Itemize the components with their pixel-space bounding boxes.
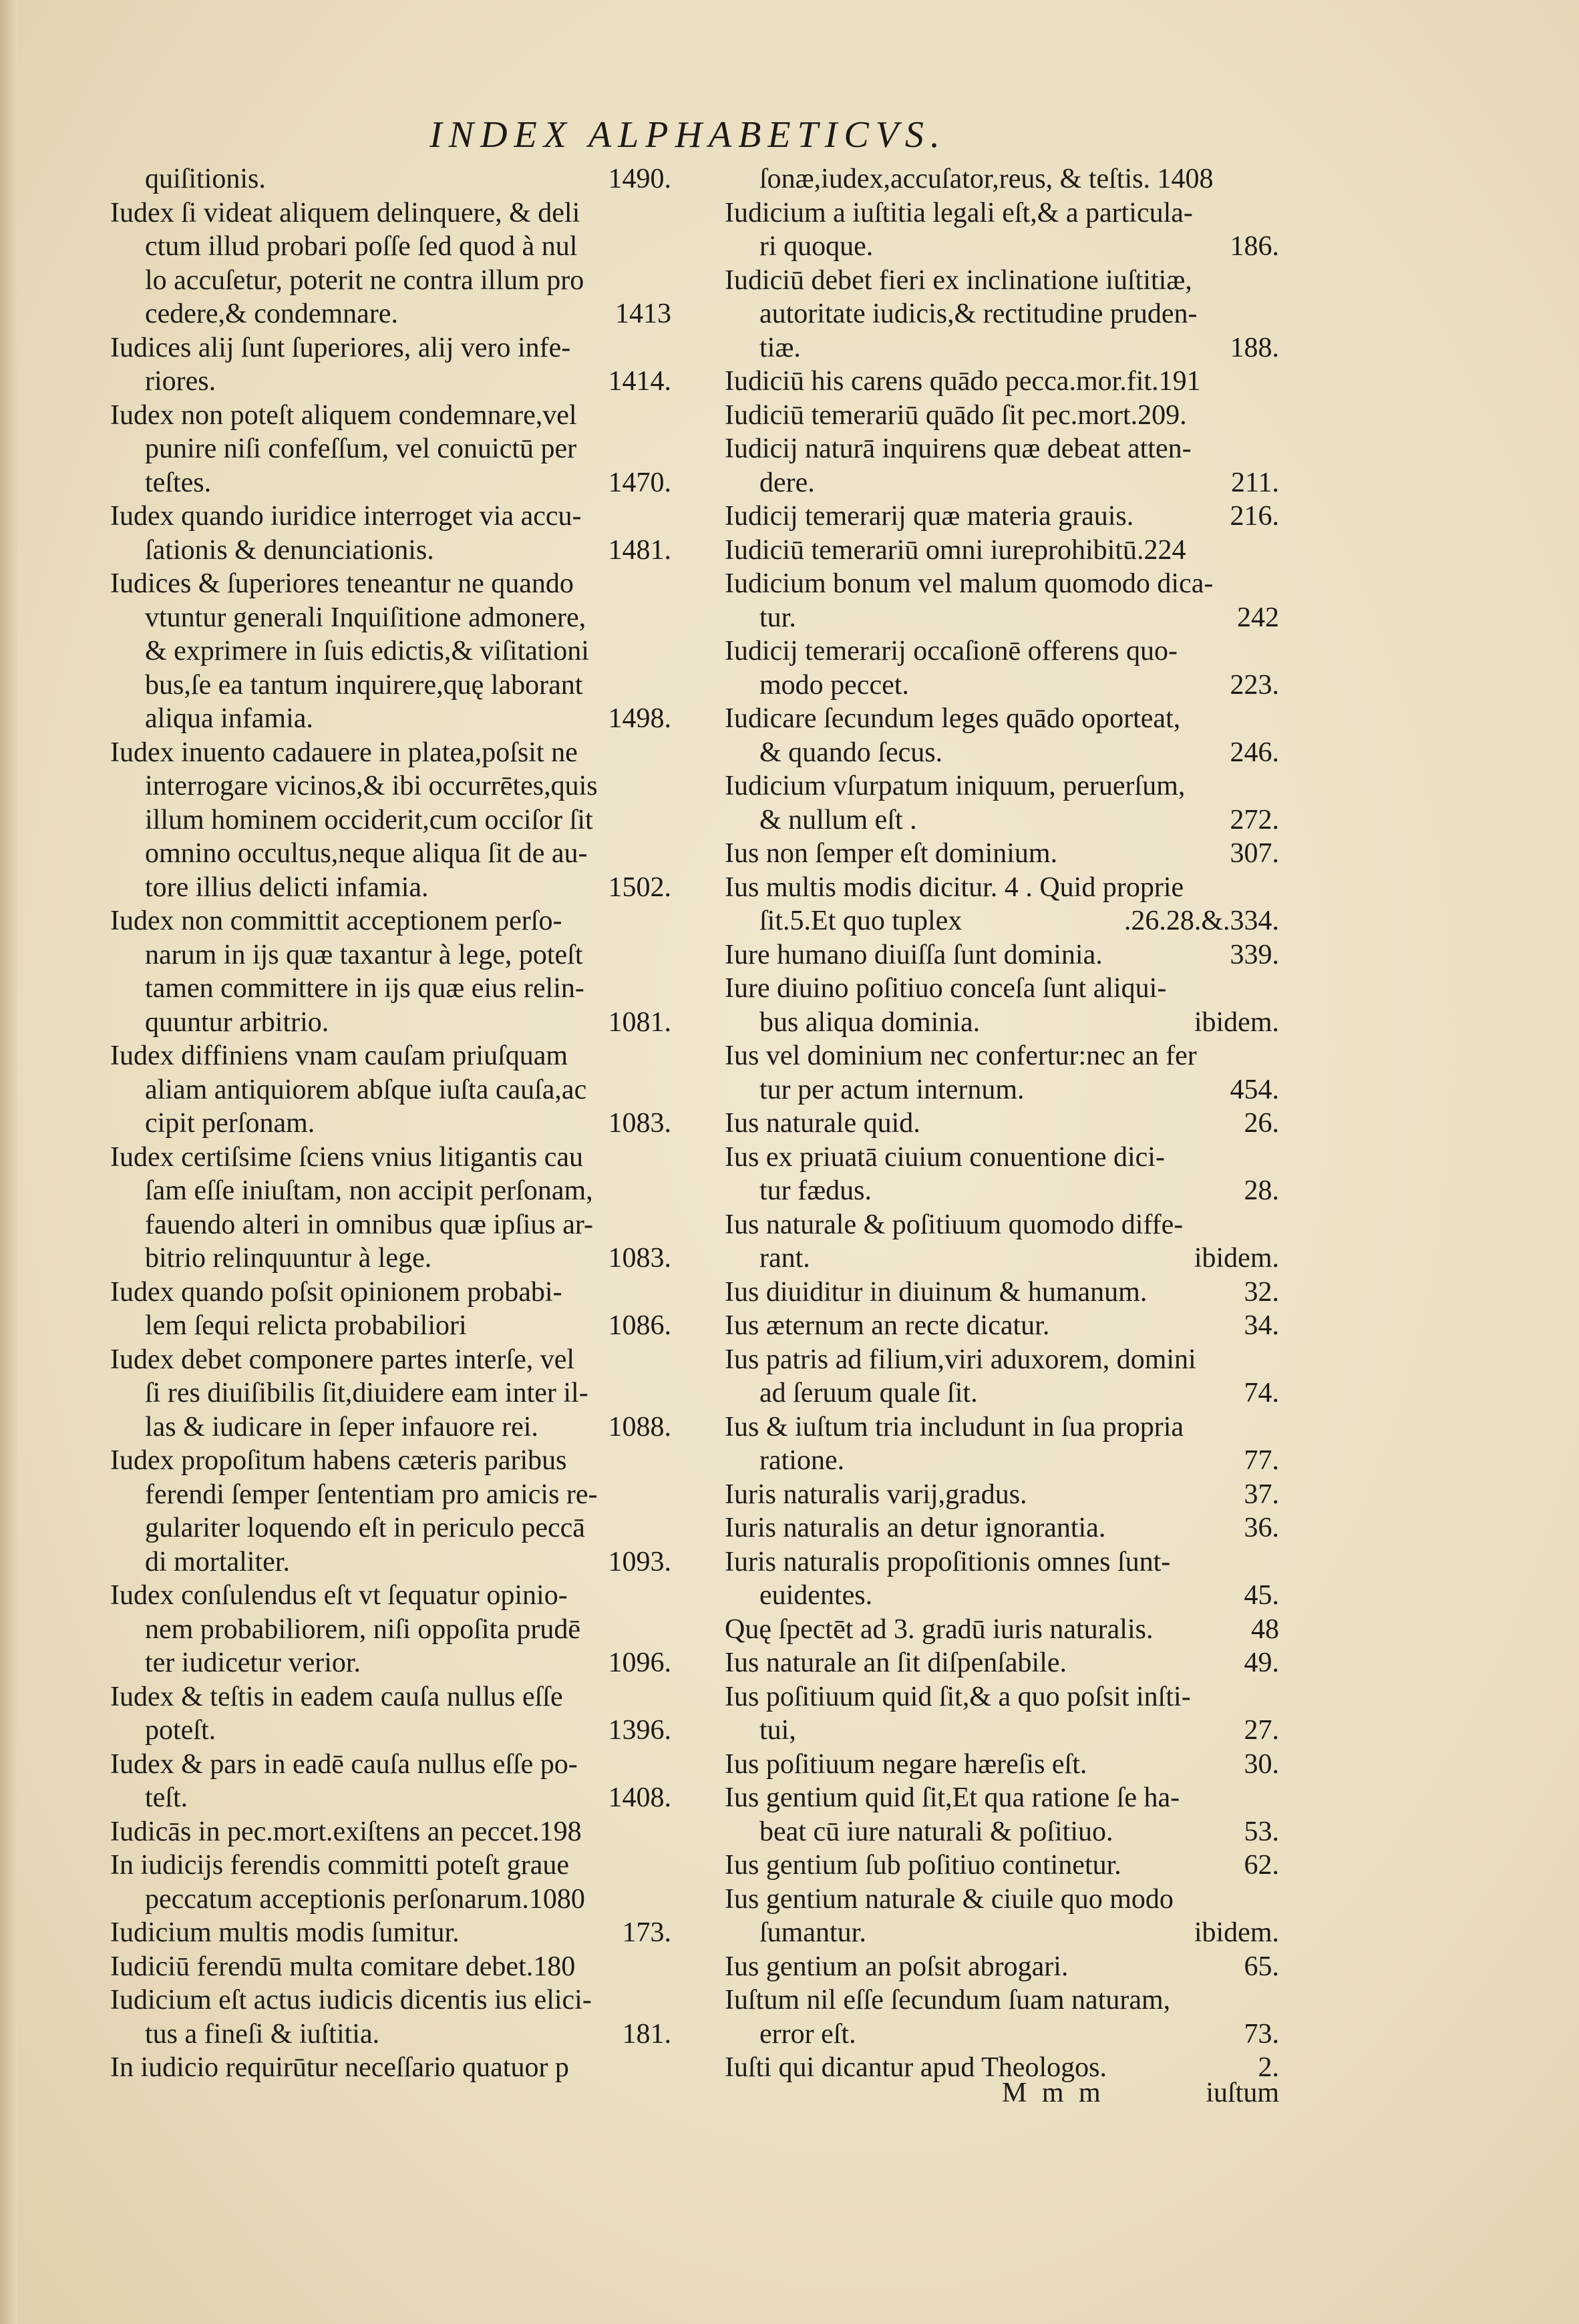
index-entry-text: tore illius delicti infamia. <box>145 872 429 903</box>
index-column-left <box>110 162 671 2085</box>
index-entry-reference: 30. <box>1244 1748 1279 1780</box>
index-entry-text: & nullum eſt . <box>759 804 917 835</box>
index-entry-text: ſam eſſe iniuſtam, non accipit perſonam, <box>145 1175 593 1206</box>
index-line <box>110 904 671 938</box>
index-entry-reference: 45. <box>1244 1580 1279 1611</box>
index-line <box>725 264 1279 298</box>
index-entry-reference: 339. <box>1230 939 1279 970</box>
index-entry-reference: .26.28.&.334. <box>1123 906 1279 936</box>
index-entry-text: teſtes. <box>145 467 212 498</box>
index-entry-text: Ius poſitiuum quid ſit,& a quo poſsit inſti- <box>725 1681 1191 1712</box>
page-header: INDEX ALPHABETICVS. <box>429 114 946 156</box>
index-entry-reference: 242 <box>1237 602 1279 633</box>
index-entry-reference: 307. <box>1230 838 1279 869</box>
index-entry-text: Ius gentium ſub poſitiuo continetur. <box>725 1850 1121 1881</box>
index-line <box>110 500 671 534</box>
index-entry-reference: 37. <box>1244 1479 1279 1510</box>
index-entry-reference: 53. <box>1244 1816 1279 1847</box>
index-entry-text: Ius & iuſtum tria includunt in ſua propria <box>725 1411 1184 1442</box>
index-entry-text: ſumantur. <box>759 1917 866 1948</box>
index-entry-text: teſt. <box>145 1782 188 1813</box>
index-line <box>110 365 671 399</box>
index-entry-reference: 62. <box>1244 1850 1279 1881</box>
index-line <box>725 1039 1279 1073</box>
index-entry-reference: 48 <box>1251 1613 1279 1645</box>
index-entry-text: ctum illud probari poſſe ſed quod à nul <box>145 231 578 262</box>
index-line <box>725 938 1279 972</box>
index-entry-text: Iudex conſulendus eſt vt ſequatur opinio- <box>110 1580 568 1611</box>
index-entry-reference: 216. <box>1230 501 1279 532</box>
index-entry-reference: 1083. <box>608 1108 671 1139</box>
index-line <box>110 1073 671 1107</box>
index-line <box>725 1983 1279 2017</box>
index-entry-text: ad ſeruum quale ſit. <box>759 1378 978 1408</box>
index-entry-text: illum hominem occiderit,cum occiſor ſit <box>145 804 593 835</box>
index-entry-text: Iudex quando poſsit opinionem probabi- <box>110 1276 562 1308</box>
index-entry-reference: 28. <box>1244 1175 1279 1206</box>
index-entry-text: beat cū iure naturali & poſitiuo. <box>759 1816 1113 1847</box>
index-entry-reference: 65. <box>1244 1951 1279 1982</box>
index-line <box>725 634 1279 668</box>
index-entry-text: Iudex & pars in eadē cauſa nullus eſſe po- <box>110 1748 578 1780</box>
index-line <box>110 938 671 972</box>
index-entry-reference: 211. <box>1231 467 1279 498</box>
index-entry-text: tamen committere in ijs quæ eius relin- <box>145 973 584 1004</box>
index-entry-text: error eſt. <box>759 2018 856 2050</box>
catchword: iuſtum <box>1206 2078 1279 2108</box>
index-line <box>110 297 671 331</box>
index-entry-text: Iudex propoſitum habens cæteris paribus <box>110 1445 567 1476</box>
index-entry-text: Ius patris ad filium,viri aduxorem, domini <box>725 1344 1196 1375</box>
index-entry-text: punire niſi confeſſum, vel conuictū per <box>145 433 577 464</box>
index-entry-reference: 1088. <box>608 1411 671 1442</box>
index-entry-reference: 1093. <box>608 1546 671 1577</box>
index-entry-text: riores. <box>145 366 216 397</box>
index-entry-reference: ibidem. <box>1194 1917 1279 1948</box>
index-entry-text: Ius vel dominium nec confertur:nec an fer <box>725 1040 1197 1071</box>
index-entry-text: Iuſtum nil eſſe ſecundum ſuam naturam, <box>725 1985 1171 2015</box>
index-column-right <box>725 162 1279 2085</box>
index-line <box>110 803 671 837</box>
index-entry-reference: 173. <box>622 1917 671 1948</box>
index-line <box>110 432 671 466</box>
index-line <box>110 264 671 298</box>
index-entry-text: Iudiciū temerariū quādo ſit pec.mort.209. <box>725 399 1187 431</box>
index-line <box>110 2051 671 2085</box>
index-line <box>725 500 1279 534</box>
index-entry-text: Ius gentium quid ſit,Et qua ratione ſe ha- <box>725 1782 1180 1813</box>
index-line <box>725 466 1279 500</box>
index-entry-text: & exprimere in ſuis edictis,& viſitationi <box>145 636 589 666</box>
index-line <box>110 1376 671 1410</box>
index-line <box>110 1613 671 1647</box>
index-line <box>725 769 1279 803</box>
index-entry-text: nem probabiliorem, niſi oppoſita prudē <box>145 1613 581 1645</box>
index-entry-reference: 1470. <box>608 467 671 498</box>
index-entry-text: tiæ. <box>759 332 801 363</box>
index-line <box>725 196 1279 230</box>
index-entry-text: Iudicij naturā inquirens quæ debeat atten- <box>725 433 1192 464</box>
index-entry-text: quuntur arbitrio. <box>145 1006 329 1038</box>
index-entry-text: bus aliqua dominia. <box>759 1006 981 1038</box>
index-entry-text: Ius multis modis dicitur. 4 . Quid proprie <box>725 872 1184 903</box>
index-entry-reference: 272. <box>1230 804 1279 835</box>
index-line <box>110 162 671 196</box>
index-line <box>110 769 671 803</box>
index-line <box>725 1444 1279 1478</box>
index-entry-text: lem ſequi relicta probabiliori <box>145 1310 467 1341</box>
index-entry-text: ferendi ſemper ſententiam pro amicis re- <box>145 1479 598 1510</box>
index-entry-text: poteſt. <box>145 1715 216 1746</box>
index-entry-text: rant. <box>759 1243 810 1274</box>
index-entry-text: Iudices & ſuperiores teneantur ne quando <box>110 568 574 599</box>
index-line <box>725 1376 1279 1410</box>
index-entry-text: euidentes. <box>759 1580 873 1611</box>
index-line <box>725 972 1279 1006</box>
index-line <box>110 196 671 230</box>
index-line <box>110 668 671 703</box>
index-entry-text: Iudex debet componere partes interſe, vel <box>110 1344 575 1375</box>
index-line <box>725 1107 1279 1141</box>
index-line <box>110 601 671 635</box>
index-line <box>725 1579 1279 1613</box>
index-entry-text: gulariter loquendo eſt in periculo peccā <box>145 1513 585 1543</box>
index-entry-reference: ibidem. <box>1194 1243 1279 1274</box>
index-entry-text: ſationis & denunciationis. <box>145 534 434 566</box>
index-line <box>110 1174 671 1208</box>
index-entry-reference: 1498. <box>608 703 671 734</box>
index-entry-reference: 36. <box>1244 1513 1279 1543</box>
index-line <box>110 1579 671 1613</box>
index-entry-text: Iudicium multis modis ſumitur. <box>110 1917 460 1948</box>
index-entry-text: Ius æternum an recte dicatur. <box>725 1310 1050 1341</box>
index-line <box>725 567 1279 601</box>
index-entry-text: Iudex inuento cadauere in platea,poſsit ne <box>110 737 578 768</box>
index-line <box>725 702 1279 736</box>
index-entry-text: Iudicium a iuſtitia legali eſt,& a particula- <box>725 197 1193 228</box>
index-entry-reference: 74. <box>1244 1378 1279 1408</box>
index-entry-text: Iudicium vſurpatum iniquum, peruerſum, <box>725 771 1186 801</box>
index-line <box>110 1646 671 1680</box>
index-line <box>725 1511 1279 1545</box>
index-line <box>725 399 1279 433</box>
index-entry-text: fauendo alteri in omnibus quæ ipſius ar- <box>145 1209 594 1240</box>
index-entry-text: narum in ijs quæ taxantur à lege, poteſt <box>145 939 583 970</box>
index-line <box>725 365 1279 399</box>
index-line <box>110 702 671 736</box>
index-line <box>725 1208 1279 1242</box>
index-line <box>725 1849 1279 1883</box>
index-entry-text: lo accuſetur, poterit ne contra illum pro <box>145 264 584 296</box>
index-entry-text: Iudicij temerarij occaſionē offerens quo- <box>725 636 1178 666</box>
index-entry-text: In iudicijs ferendis committi poteſt graue <box>110 1850 569 1881</box>
index-entry-reference: 1396. <box>608 1715 671 1746</box>
index-line <box>110 736 671 770</box>
index-entry-reference: 246. <box>1230 737 1279 768</box>
index-line <box>110 1815 671 1849</box>
index-entry-text: ter iudicetur verior. <box>145 1648 361 1678</box>
index-line <box>725 1073 1279 1107</box>
index-line <box>725 1680 1279 1714</box>
index-entry-text: Iudex & teſtis in eadem cauſa nullus eſſe <box>110 1681 563 1712</box>
index-entry-reference: 1502. <box>608 872 671 903</box>
index-entry-text: Ius gentium an poſsit abrogari. <box>725 1951 1069 1982</box>
index-line <box>725 1343 1279 1377</box>
index-entry-text: Iudiciū temerariū omni iureprohibitū.224 <box>725 534 1186 566</box>
index-entry-text: Iure diuino poſitiuo conceſa ſunt aliqui- <box>725 973 1167 1004</box>
index-entry-text: tui, <box>759 1715 796 1746</box>
index-entry-reference: 181. <box>622 2018 671 2050</box>
index-line <box>725 1883 1279 1917</box>
index-entry-reference: 77. <box>1244 1445 1279 1476</box>
index-entry-text: Iudex certiſsime ſciens vnius litigantis cau <box>110 1141 583 1173</box>
index-entry-reference: 1408. <box>608 1782 671 1813</box>
index-entry-text: tus a fineſi & iuſtitia. <box>145 2018 380 2050</box>
index-entry-text: Iuris naturalis varij,gradus. <box>725 1479 1027 1510</box>
index-line <box>110 1781 671 1815</box>
index-line <box>110 567 671 601</box>
index-entry-reference: ibidem. <box>1194 1006 1279 1038</box>
index-entry-text: Iudicij temerarij quæ materia grauis. <box>725 501 1134 532</box>
index-line <box>725 837 1279 871</box>
index-line <box>110 2017 671 2052</box>
binding-edge <box>0 0 17 2324</box>
index-entry-text: Ius ex priuatā ciuium conuentione dici- <box>725 1141 1165 1173</box>
index-line <box>725 1613 1279 1647</box>
index-line <box>110 1983 671 2017</box>
index-entry-reference: 1086. <box>608 1310 671 1341</box>
index-entry-text: Iudicium bonum vel malum quomodo dica- <box>725 568 1214 599</box>
index-entry-text: ſonæ,iudex,accuſator,reus, & teſtis. 1408 <box>759 164 1214 194</box>
index-line <box>725 1241 1279 1276</box>
signature-mark: M m m <box>1002 2078 1105 2108</box>
index-line <box>725 1174 1279 1208</box>
index-entry-text: Iudicās in pec.mort.exiſtens an peccet.198 <box>110 1816 582 1847</box>
index-line <box>110 1950 671 1984</box>
index-entry-text: Quę ſpectēt ad 3. gradū iuris naturalis. <box>725 1613 1154 1645</box>
index-line <box>725 803 1279 837</box>
index-entry-text: las & iudicare in ſeper infauore rei. <box>145 1411 538 1442</box>
index-entry-reference: 223. <box>1230 669 1279 701</box>
index-line <box>110 871 671 905</box>
index-line <box>110 972 671 1006</box>
index-line <box>110 1107 671 1141</box>
index-entry-reference: 1490. <box>608 164 671 194</box>
index-entry-text: Ius non ſemper eſt dominium. <box>725 838 1058 869</box>
index-line <box>110 399 671 433</box>
index-line <box>725 331 1279 365</box>
index-entry-text: Iudex diffiniens vnam cauſam priuſquam <box>110 1040 568 1071</box>
index-line <box>725 871 1279 905</box>
index-line <box>110 230 671 264</box>
index-entry-reference: 73. <box>1244 2018 1279 2050</box>
index-line <box>110 1444 671 1478</box>
index-line <box>725 1309 1279 1343</box>
index-line <box>725 432 1279 466</box>
index-line <box>725 1276 1279 1310</box>
index-line <box>725 2017 1279 2052</box>
index-line <box>110 1039 671 1073</box>
index-line <box>725 1781 1279 1815</box>
index-entry-text: Iudices alij ſunt ſuperiores, alij vero infe- <box>110 332 571 363</box>
index-entry-text: bitrio relinquuntur à lege. <box>145 1243 432 1274</box>
index-line <box>725 1410 1279 1444</box>
index-line <box>110 1714 671 1748</box>
index-entry-reference: 49. <box>1244 1648 1279 1678</box>
index-entry-text: dere. <box>759 467 815 498</box>
index-entry-text: Iudiciū his carens quādo pecca.mor.fit.191 <box>725 366 1201 397</box>
index-entry-text: Iudex ſi videat aliquem delinquere, & deli <box>110 197 580 228</box>
index-entry-text: ri quoque. <box>759 231 874 262</box>
index-line <box>110 1006 671 1040</box>
index-entry-reference: 1481. <box>608 534 671 566</box>
index-entry-text: Ius diuiditur in diuinum & humanum. <box>725 1276 1148 1308</box>
index-entry-text: Ius naturale an ſit diſpenſabile. <box>725 1648 1067 1678</box>
index-line <box>110 1680 671 1714</box>
index-entry-reference: 27. <box>1244 1715 1279 1746</box>
index-line <box>110 837 671 871</box>
index-entry-reference: 2. <box>1258 2052 1279 2083</box>
index-entry-text: Ius naturale & poſitiuum quomodo diffe- <box>725 1209 1184 1240</box>
index-line <box>110 1208 671 1242</box>
index-entry-reference: 1083. <box>608 1243 671 1274</box>
index-entry-reference: 1414. <box>608 366 671 397</box>
index-line <box>110 466 671 500</box>
index-line <box>110 1916 671 1950</box>
index-entry-reference: 1413 <box>615 299 671 329</box>
index-line <box>725 1646 1279 1680</box>
index-entry-text: Iuſti qui dicantur apud Theologos. <box>725 2052 1107 2083</box>
index-entry-text: bus,ſe ea tantum inquirere,quę laborant <box>145 669 583 701</box>
index-entry-text: tur. <box>759 602 796 633</box>
index-line <box>725 1006 1279 1040</box>
index-line <box>725 1545 1279 1579</box>
index-line <box>725 1815 1279 1849</box>
index-line <box>725 668 1279 703</box>
index-entry-reference: 32. <box>1244 1276 1279 1308</box>
index-line <box>110 1545 671 1579</box>
page-footer <box>1002 2076 1279 2110</box>
index-entry-text: Iuris naturalis an detur ignorantia. <box>725 1513 1106 1543</box>
index-line <box>725 1916 1279 1950</box>
index-line <box>725 1714 1279 1748</box>
index-entry-text: peccatum acceptionis perſonarum.1080 <box>145 1883 585 1915</box>
index-line <box>110 1241 671 1276</box>
index-entry-text: di mortaliter. <box>145 1546 290 1577</box>
index-line <box>110 1748 671 1782</box>
index-line <box>110 1309 671 1343</box>
index-entry-reference: 34. <box>1244 1310 1279 1341</box>
index-entry-text: ſi res diuiſibilis ſit,diuidere eam inter il- <box>145 1378 588 1408</box>
index-line <box>725 1950 1279 1984</box>
index-entry-text: modo peccet. <box>759 669 909 701</box>
index-line <box>110 1478 671 1512</box>
index-line <box>110 1410 671 1444</box>
index-entry-text: Iuris naturalis propoſitionis omnes ſunt- <box>725 1546 1171 1577</box>
index-entry-text: Iudicium eſt actus iudicis dicentis ius elici- <box>110 1985 592 2015</box>
index-entry-text: omnino occultus,neque aliqua ſit de au- <box>145 838 588 869</box>
index-entry-reference: 186. <box>1230 231 1279 262</box>
index-entry-text: Iudex quando iuridice interroget via accu- <box>110 501 582 532</box>
index-entry-text: Ius gentium naturale & ciuile quo modo <box>725 1883 1174 1915</box>
index-line <box>725 534 1279 568</box>
index-entry-text: cedere,& condemnare. <box>145 299 398 329</box>
index-line <box>725 1478 1279 1512</box>
index-entry-text: Iudicare ſecundum leges quādo oporteat, <box>725 703 1181 734</box>
index-line <box>725 230 1279 264</box>
index-line <box>110 1276 671 1310</box>
index-line <box>110 1141 671 1175</box>
index-entry-text: Ius naturale quid. <box>725 1108 920 1139</box>
index-line <box>110 1883 671 1917</box>
index-entry-text: tur fædus. <box>759 1175 872 1206</box>
index-entry-text: In iudicio requirūtur neceſſario quatuor p <box>110 2052 569 2083</box>
index-line <box>110 1849 671 1883</box>
index-entry-reference: 454. <box>1230 1074 1279 1105</box>
index-entry-text: aliqua infamia. <box>145 703 313 734</box>
index-entry-text: tur per actum internum. <box>759 1074 1025 1105</box>
index-entry-text: autoritate iudicis,& rectitudine pruden- <box>759 299 1198 329</box>
index-line <box>725 1748 1279 1782</box>
index-line <box>725 601 1279 635</box>
index-line <box>725 162 1279 196</box>
index-entry-text: quiſitionis. <box>145 164 266 194</box>
index-line <box>110 1343 671 1377</box>
index-entry-text: Ius poſitiuum negare hæreſis eſt. <box>725 1748 1087 1780</box>
index-line <box>725 904 1279 938</box>
index-entry-text: Iudex non poteſt aliquem condemnare,vel <box>110 399 577 431</box>
index-entry-text: vtuntur generali Inquiſitione admonere, <box>145 602 586 633</box>
index-entry-text: aliam antiquiorem abſque iuſta cauſa,ac <box>145 1074 587 1105</box>
index-entry-reference: 26. <box>1244 1108 1279 1139</box>
index-entry-text: Iure humano diuiſſa ſunt dominia. <box>725 939 1103 970</box>
index-entry-text: cipit perſonam. <box>145 1108 315 1139</box>
index-entry-reference: 1081. <box>608 1006 671 1038</box>
index-entry-text: interrogare vicinos,& ibi occurrētes,quis <box>145 771 598 801</box>
index-line <box>725 297 1279 331</box>
index-entry-text: ratione. <box>759 1445 845 1476</box>
index-line <box>110 331 671 365</box>
index-entry-text: & quando ſecus. <box>759 737 943 768</box>
index-entry-text: Iudiciū ferendū multa comitare debet.180 <box>110 1951 576 1982</box>
index-line <box>725 1141 1279 1175</box>
index-entry-text: ſit.5.Et quo tuplex <box>759 906 962 936</box>
index-line <box>110 1511 671 1545</box>
index-line <box>110 534 671 568</box>
index-entry-text: Iudex non committit acceptionem perſo- <box>110 906 562 936</box>
index-line <box>725 736 1279 770</box>
index-line <box>110 634 671 668</box>
index-entry-reference: 1096. <box>608 1648 671 1678</box>
index-entry-reference: 188. <box>1230 332 1279 363</box>
index-entry-text: Iudiciū debet fieri ex inclinatione iuſtitiæ, <box>725 264 1192 296</box>
